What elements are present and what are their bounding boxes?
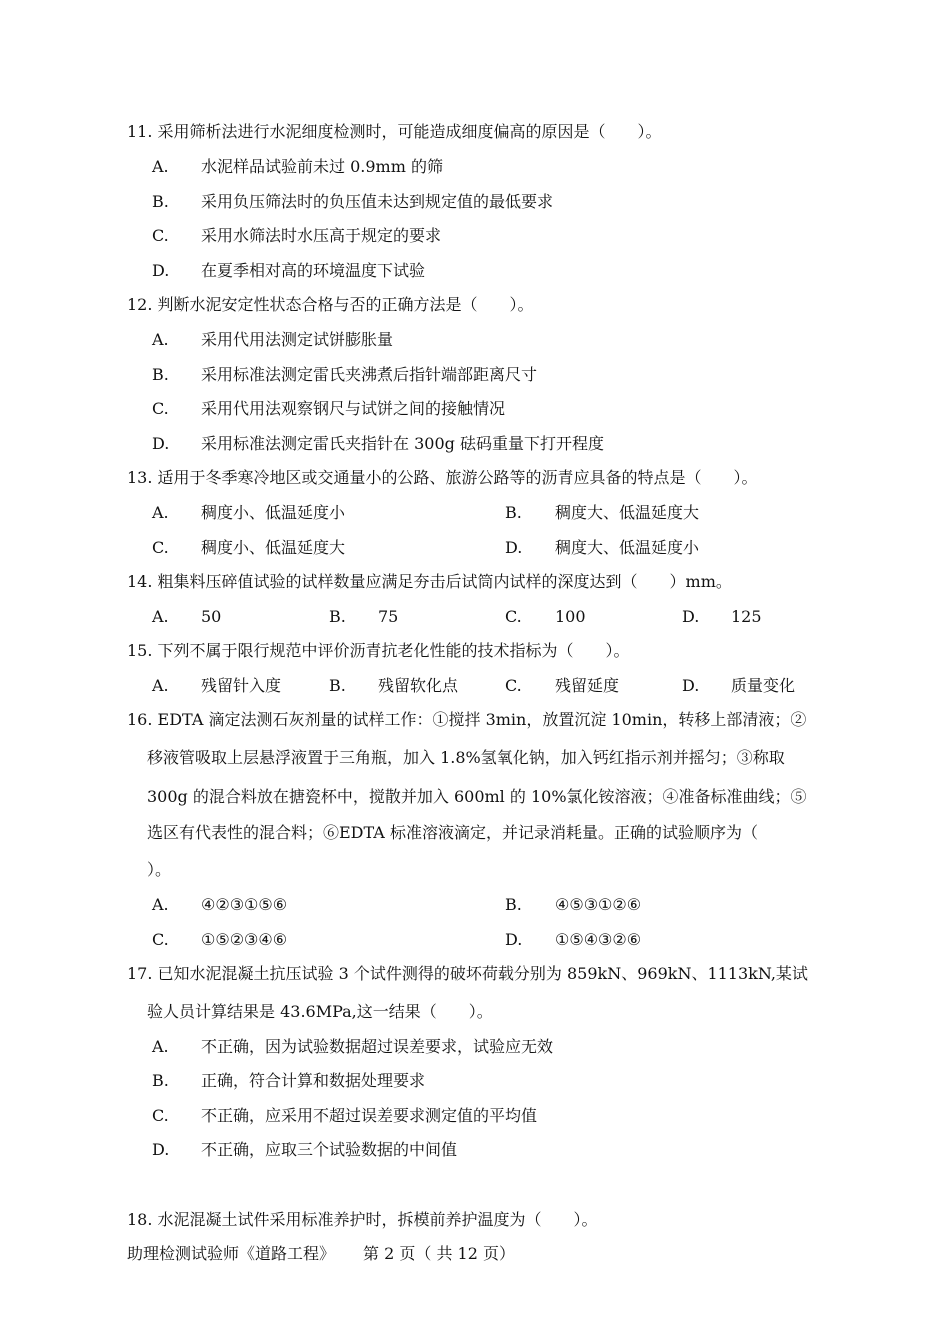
question-12-stem: 12. 判断水泥安定性状态合格与否的正确方法是（ ）。 — [127, 295, 534, 314]
q12-option-c-text: 采用代用法观察钢尺与试饼之间的接触情况 — [201, 399, 506, 418]
q14-option-c-text: 100 — [555, 607, 586, 626]
q16-option-b-label: B. — [505, 895, 522, 914]
q14-option-d-text: 125 — [731, 607, 762, 626]
q13-option-d-label: D. — [505, 538, 523, 557]
q13-option-a-text: 稠度小、低温延度小 — [201, 503, 346, 522]
q16-option-d-text: ①⑤④③②⑥ — [555, 930, 642, 949]
q11-option-c-text: 采用水筛法时水压高于规定的要求 — [201, 226, 442, 245]
q13-option-b-text: 稠度大、低温延度大 — [555, 503, 700, 522]
q12-option-d-text: 采用标准法测定雷氏夹指针在 300g 砝码重量下打开程度 — [201, 434, 604, 453]
q13-option-c-label: C. — [152, 538, 169, 557]
q13-option-a-label: A. — [152, 503, 169, 522]
q17-option-a-text: 不正确，因为试验数据超过误差要求，试验应无效 — [201, 1037, 554, 1056]
q17-option-a-label: A. — [152, 1037, 169, 1056]
q13-option-b-label: B. — [505, 503, 522, 522]
q11-option-a-label: A. — [152, 157, 169, 176]
footer-page-number: 第 2 页（ 共 12 页） — [363, 1244, 515, 1263]
footer-title: 助理检测试验师《道路工程》 — [127, 1244, 336, 1263]
q15-option-d-label: D. — [682, 676, 700, 695]
q17-option-b-text: 正确，符合计算和数据处理要求 — [201, 1071, 426, 1090]
question-16-stem-line-5: ）。 — [147, 860, 172, 879]
q14-option-b-text: 75 — [378, 607, 399, 626]
q17-option-d-text: 不正确，应取三个试验数据的中间值 — [201, 1140, 458, 1159]
q15-option-b-label: B. — [329, 676, 346, 695]
question-16-stem-line-2: 移液管吸取上层悬浮液置于三角瓶，加入 1.8%氢氧化钠，加入钙红指示剂并摇匀；③称取 — [147, 748, 785, 767]
q16-option-c-text: ①⑤②③④⑥ — [201, 930, 288, 949]
q16-option-a-text: ④②③①⑤⑥ — [201, 895, 288, 914]
q13-option-d-text: 稠度大、低温延度小 — [555, 538, 700, 557]
q12-option-a-label: A. — [152, 330, 169, 349]
q14-option-a-label: A. — [152, 607, 169, 626]
question-15-stem: 15. 下列不属于限行规范中评价沥青抗老化性能的技术指标为（ ）。 — [127, 641, 630, 660]
q16-option-b-text: ④⑤③①②⑥ — [555, 895, 642, 914]
q15-option-c-label: C. — [505, 676, 522, 695]
q12-option-c-label: C. — [152, 399, 169, 418]
q16-option-c-label: C. — [152, 930, 169, 949]
q15-option-c-text: 残留延度 — [555, 676, 620, 695]
q14-option-c-label: C. — [505, 607, 522, 626]
q17-option-b-label: B. — [152, 1071, 169, 1090]
q11-option-b-label: B. — [152, 192, 169, 211]
q11-option-b-text: 采用负压筛法时的负压值未达到规定值的最低要求 — [201, 192, 554, 211]
question-18-stem: 18. 水泥混凝土试件采用标准养护时，拆模前养护温度为（ ）。 — [127, 1210, 598, 1229]
q11-option-a-text: 水泥样品试验前未过 0.9mm 的筛 — [201, 157, 443, 176]
q14-option-d-label: D. — [682, 607, 700, 626]
q11-option-d-label: D. — [152, 261, 170, 280]
q12-option-a-text: 采用代用法测定试饼膨胀量 — [201, 330, 394, 349]
q12-option-b-text: 采用标准法测定雷氏夹沸煮后指针端部距离尺寸 — [201, 365, 538, 384]
q15-option-a-text: 残留针入度 — [201, 676, 282, 695]
q11-option-d-text: 在夏季相对高的环境温度下试验 — [201, 261, 426, 280]
q15-option-b-text: 残留软化点 — [378, 676, 459, 695]
page-footer — [127, 1243, 515, 1265]
question-16-stem-line-3: 300g 的混合料放在搪瓷杯中，搅散并加入 600ml 的 10%氯化铵溶液；④准备标准曲线；⑤ — [147, 787, 807, 806]
q15-option-a-label: A. — [152, 676, 169, 695]
q11-option-c-label: C. — [152, 226, 169, 245]
q16-option-a-label: A. — [152, 895, 169, 914]
q17-option-d-label: D. — [152, 1140, 170, 1159]
q14-option-b-label: B. — [329, 607, 346, 626]
q16-option-d-label: D. — [505, 930, 523, 949]
question-17-stem-line-2: 验人员计算结果是 43.6MPa,这一结果（ ）。 — [147, 1002, 493, 1021]
q17-option-c-label: C. — [152, 1106, 169, 1125]
q12-option-d-label: D. — [152, 434, 170, 453]
q14-option-a-text: 50 — [201, 607, 222, 626]
question-14-stem: 14. 粗集料压碎值试验的试样数量应满足夯击后试筒内试样的深度达到（ ）mm。 — [127, 572, 732, 591]
question-13-stem: 13. 适用于冬季寒冷地区或交通量小的公路、旅游公路等的沥青应具备的特点是（ ）。 — [127, 468, 758, 487]
q13-option-c-text: 稠度小、低温延度大 — [201, 538, 346, 557]
question-17-stem-line-1: 17. 已知水泥混凝土抗压试验 3 个试件测得的破坏荷载分别为 859kN、969kN、1113kN,某试 — [127, 964, 808, 983]
question-11-stem: 11. 采用筛析法进行水泥细度检测时，可能造成细度偏高的原因是（ ）。 — [127, 122, 662, 141]
q12-option-b-label: B. — [152, 365, 169, 384]
q15-option-d-text: 质量变化 — [731, 676, 796, 695]
q17-option-c-text: 不正确，应采用不超过误差要求测定值的平均值 — [201, 1106, 538, 1125]
question-16-stem-line-1: 16. EDTA 滴定法测石灰剂量的试样工作：①搅拌 3min，放置沉淀 10min，转移上部清液；② — [127, 710, 807, 729]
question-16-stem-line-4: 选区有代表性的混合料；⑥EDTA 标准溶液滴定，并记录消耗量。正确的试验顺序为（ — [147, 823, 758, 842]
